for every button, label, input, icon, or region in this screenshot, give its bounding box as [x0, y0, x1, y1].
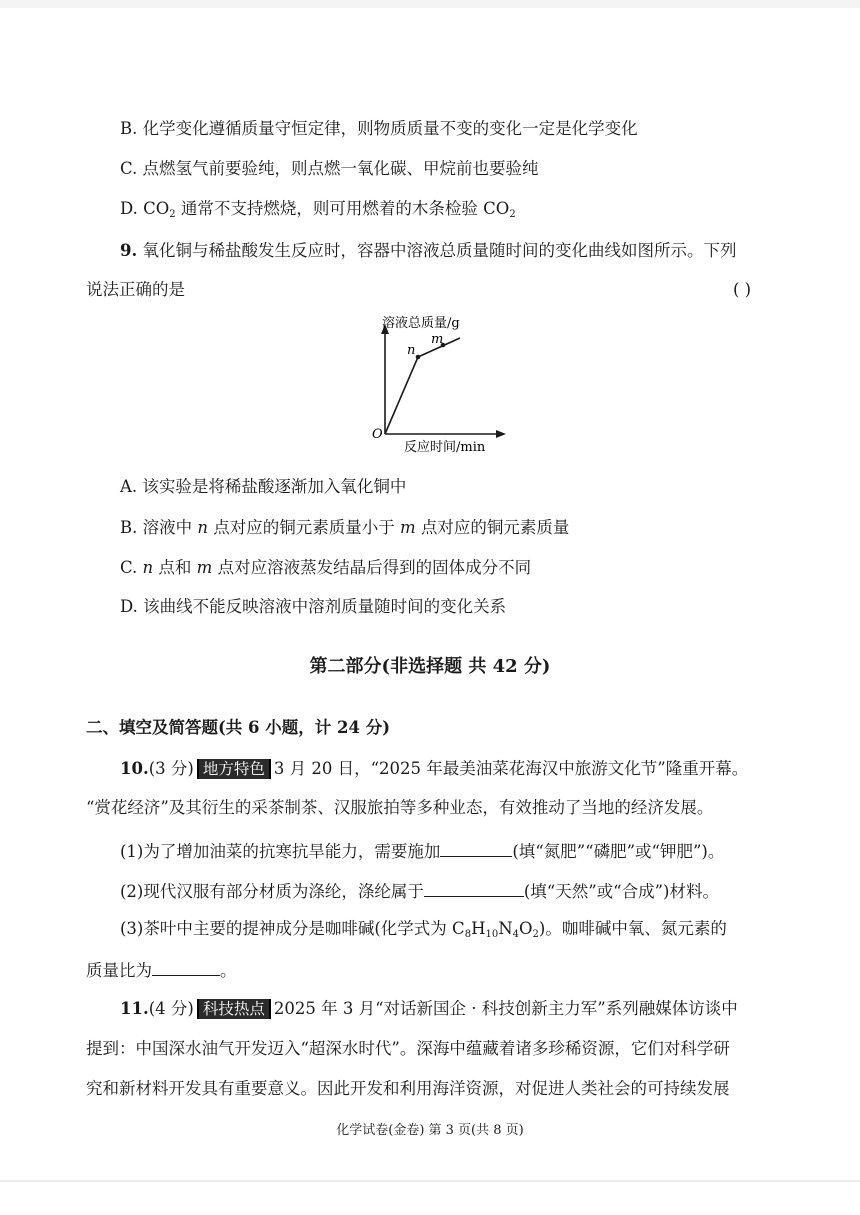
q9-option-b: B. 溶液中 n 点对应的铜元素质量小于 m 点对应的铜元素质量 — [120, 518, 570, 537]
x-axis-arrow — [496, 430, 506, 438]
tag-badge: 地方特色 — [197, 759, 271, 779]
q8-option-b: B. 化学变化遵循质量守恒定律，则物质质量不变的变化一定是化学变化 — [120, 119, 638, 138]
point-n-dot — [416, 355, 421, 360]
answer-bracket: ( ) — [733, 280, 752, 299]
q10-stem-line2: “赏花经济”及其衍生的采茶制茶、汉服旅拍等多种业态，有效推动了当地的经济发展。 — [86, 798, 714, 817]
q10-part3-line2: 质量比为 。 — [86, 961, 237, 980]
q10-part2: (2)现代汉服有部分材质为涤纶，涤纶属于 (填“天然”或“合成”)材料。 — [120, 882, 719, 901]
origin-label: O — [372, 427, 383, 442]
answer-blank[interactable] — [424, 880, 524, 897]
q9-stem: 9. 氧化铜与稀盐酸发生反应时，容器中溶液总质量随时间的变化曲线如图所示。下列 — [120, 241, 737, 260]
section-heading: 二、填空及简答题(共 6 小题，计 24 分) — [86, 718, 391, 737]
top-divider — [0, 0, 860, 8]
x-axis-label: 反应时间/min — [404, 440, 486, 455]
point-m-label: m — [431, 332, 444, 347]
tag-badge: 科技热点 — [197, 999, 271, 1019]
q8-option-d: D. $CO_2$ 通常不支持燃烧，则可用燃着的木条检验 $CO_2$ — [120, 199, 516, 220]
page-footer: 化学试卷(金卷) 第 3 页(共 8 页) — [336, 1123, 524, 1138]
mass-curve — [385, 338, 460, 434]
q10-stem: 10.(3 分) 地方特色 3 月 20 日，“2025 年最美油菜花海汉中旅游文化节”隆重开幕。 — [120, 759, 749, 778]
answer-blank[interactable] — [440, 840, 512, 857]
point-n-label: n — [407, 343, 416, 358]
q9-option-c: C. n 点和 m 点对应溶液蒸发结晶后得到的固体成分不同 — [120, 558, 532, 577]
mass-time-graph — [360, 308, 520, 458]
q10-part1: (1)为了增加油菜的抗寒抗旱能力，需要施加 (填“氮肥”“磷肥”或“钾肥”)。 — [120, 842, 725, 861]
q8-option-c: C. 点燃氢气前要验纯，则点燃一氧化碳、甲烷前也要验纯 — [120, 159, 539, 178]
q11-stem: 11.(4 分) 科技热点 2025 年 3 月“对话新国企 · 科技创新主力军”系列融媒体访谈中 — [120, 999, 738, 1018]
q11-stem-line3: 究和新材料开发具有重要意义。因此开发和利用海洋资源，对促进人类社会的可持续发展 — [86, 1079, 730, 1098]
answer-blank[interactable] — [152, 959, 220, 976]
q11-stem-line2: 提到：中国深水油气开发迈入“超深水时代”。深海中蕴藏着诸多珍稀资源，它们对科学研 — [86, 1039, 730, 1058]
q9-option-a: A. 该实验是将稀盐酸逐渐加入氧化铜中 — [120, 477, 407, 496]
y-axis-label: 溶液总质量/g — [382, 316, 460, 331]
q9-option-d: D. 该曲线不能反映溶液中溶剂质量随时间的变化关系 — [120, 597, 507, 616]
part-title: 第二部分(非选择题 共 42 分) — [309, 656, 551, 677]
q9-stem-line2: 说法正确的是 — [86, 280, 185, 299]
bottom-divider — [0, 1180, 860, 1182]
q10-part3: (3)茶叶中主要的提神成分是咖啡碱(化学式为 $C_8H_{10}N_4O_2$)。咖啡碱中氧、氮元素的 — [120, 919, 727, 940]
